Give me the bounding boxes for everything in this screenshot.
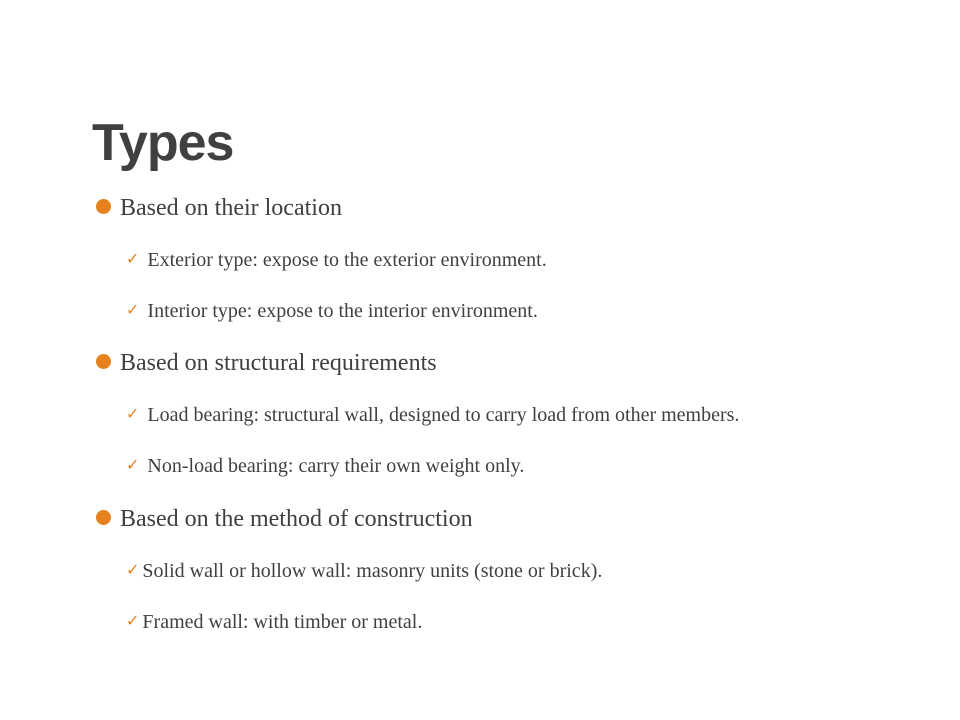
list-item [126, 452, 524, 479]
section-heading [96, 504, 473, 534]
check-mark-icon: ✓ [126, 611, 140, 630]
list-item-text: Non-load bearing: carry their own weight only. [147, 455, 525, 477]
list-item [126, 401, 739, 428]
list-item [126, 608, 422, 635]
orange-dot-bullet-icon [96, 354, 111, 369]
list-item-text: Load bearing: structural wall, designed to carry load from other members. [147, 404, 740, 426]
section-heading-text: Based on structural requirements [120, 350, 437, 376]
check-mark-icon: ✓ [126, 455, 140, 474]
list-item [126, 246, 547, 273]
check-mark-icon: ✓ [126, 560, 140, 579]
check-mark-icon: ✓ [126, 300, 140, 319]
list-item-text: Framed wall: with timber or metal. [142, 611, 423, 633]
section-heading [96, 193, 342, 223]
orange-dot-bullet-icon [96, 510, 111, 525]
section-heading-text: Based on their location [120, 195, 342, 221]
check-mark-icon: ✓ [126, 249, 140, 268]
list-item-text: Interior type: expose to the interior environment. [147, 300, 538, 322]
list-item [126, 557, 602, 584]
orange-dot-bullet-icon [96, 199, 111, 214]
list-item [126, 297, 538, 324]
check-mark-icon: ✓ [126, 404, 140, 423]
list-item-text: Solid wall or hollow wall: masonry units (stone or brick). [142, 560, 603, 582]
list-item-text: Exterior type: expose to the exterior environment. [147, 249, 547, 271]
section-heading [96, 348, 437, 378]
slide-title: Types [92, 114, 234, 172]
section-heading-text: Based on the method of construction [120, 506, 473, 532]
